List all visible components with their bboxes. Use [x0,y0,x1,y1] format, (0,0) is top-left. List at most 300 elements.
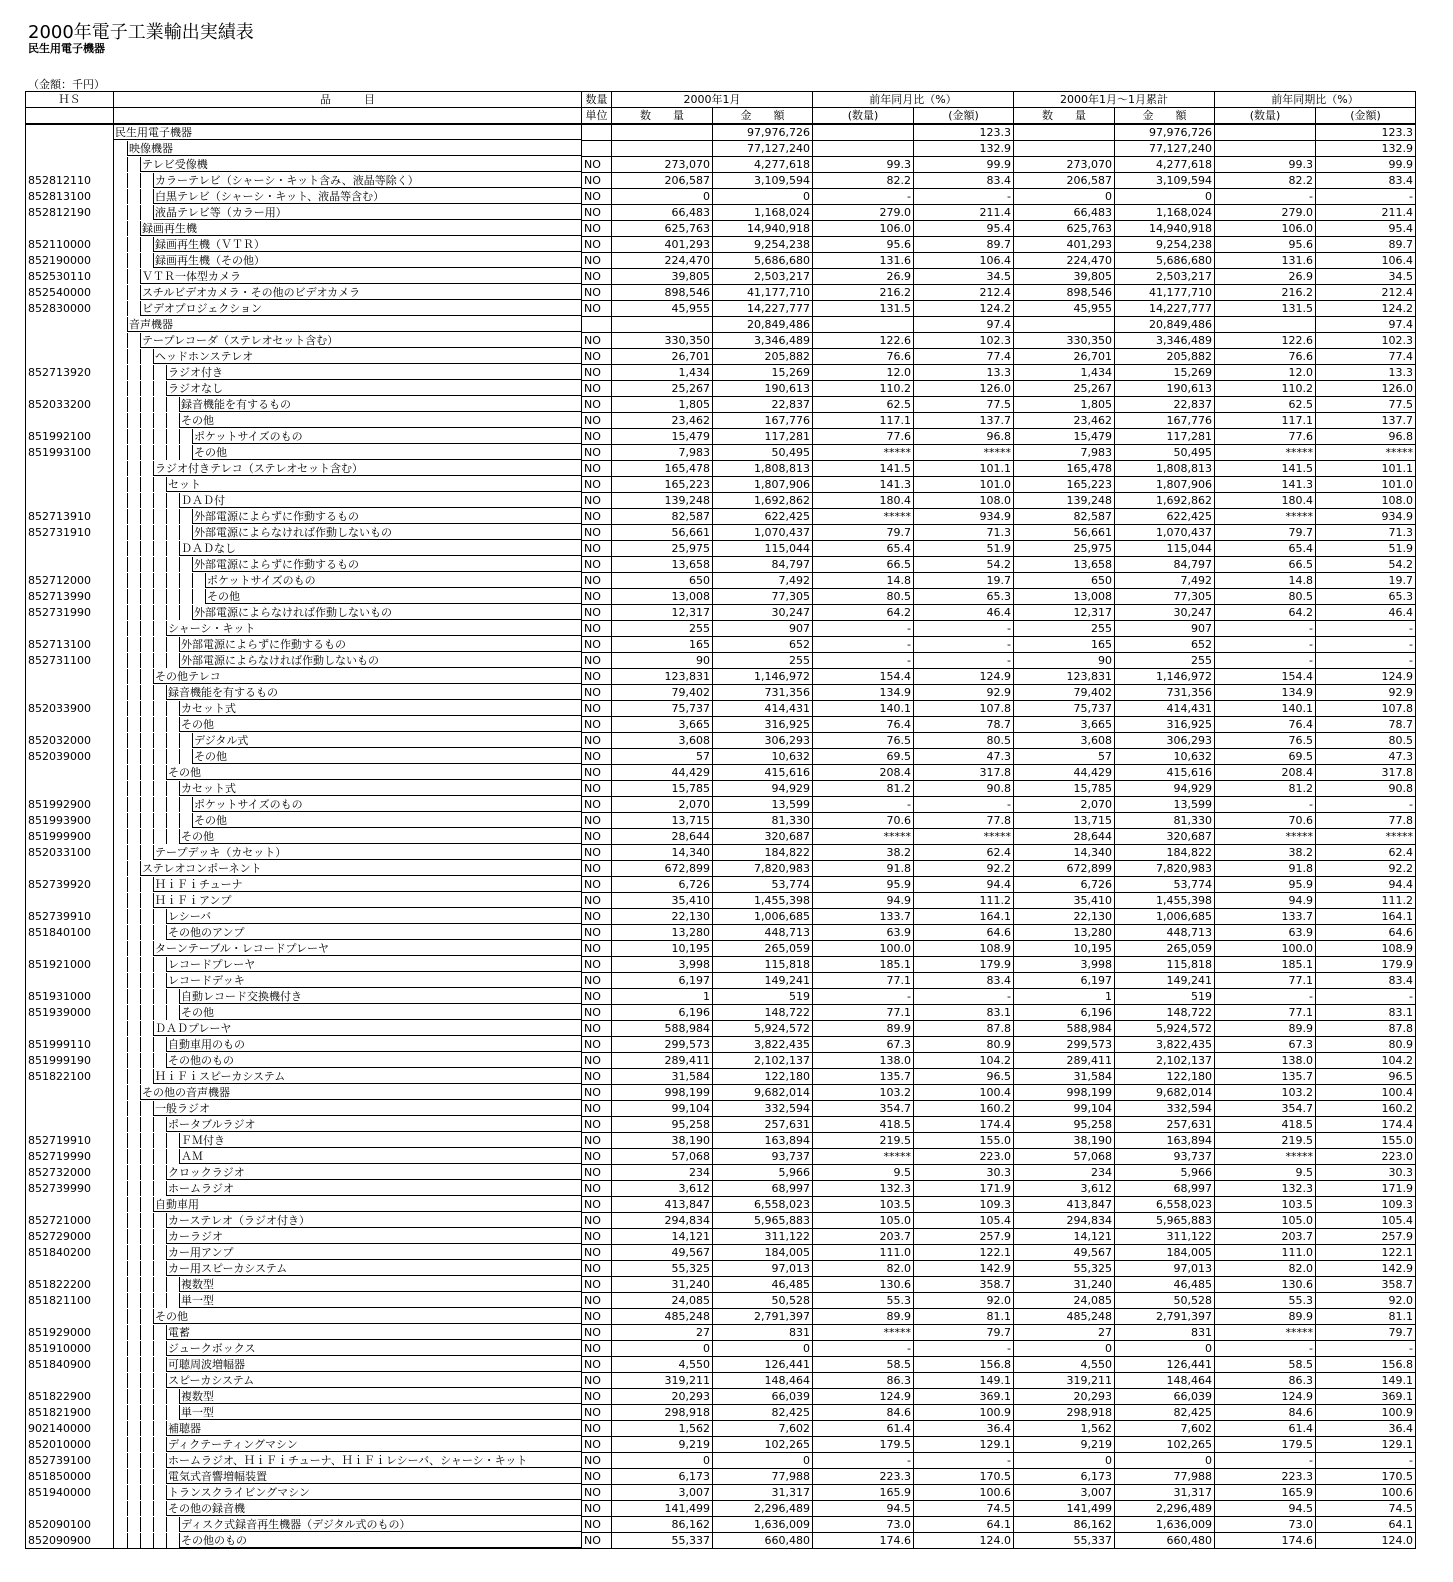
hs-code: 851992100 [26,429,114,445]
month-qty: 298,918 [612,1405,713,1421]
month-amount-pct: 174.4 [914,1117,1014,1133]
item-name: ＤＡＤ付 [179,493,581,508]
month-amount: 731,356 [713,685,813,701]
item-name: 外部電源によらずに作動するもの [192,557,581,572]
month-qty: 79,402 [612,685,713,701]
tree-guide [153,1453,166,1468]
cum-qty [1014,141,1115,157]
table-row [26,1469,1416,1485]
cum-qty-pct: 131.5 [1215,301,1316,317]
qty-unit: NO [582,1469,612,1485]
tree-guide [153,1037,166,1052]
month-amount: 4,277,618 [713,157,813,173]
item-cell [114,941,582,957]
cum-qty: 13,008 [1014,589,1115,605]
month-amount-pct: 122.1 [914,1245,1014,1261]
table-row [26,925,1416,941]
tree-guide [153,397,166,412]
cum-amount-pct: 105.4 [1316,1213,1416,1229]
table-row [26,124,1416,141]
qty-unit: NO [582,285,612,301]
hs-code [26,685,114,701]
qty-unit: NO [582,445,612,461]
month-amount-pct: 54.2 [914,557,1014,573]
tree-guide [140,1293,153,1308]
cum-qty: 15,479 [1014,429,1115,445]
tree-guide [114,541,127,556]
tree-guide [114,669,127,684]
item-name: ステレオコンポーネント [140,861,581,876]
month-qty-pct: 14.8 [813,573,914,589]
item-cell [114,1261,582,1277]
month-qty [612,141,713,157]
cum-qty-pct: 66.5 [1215,557,1316,573]
month-qty-pct: 100.0 [813,941,914,957]
tree-guide [114,893,127,908]
table-row [26,573,1416,589]
cum-amount-pct: 106.4 [1316,253,1416,269]
hs-code [26,349,114,365]
tree-guide [127,1389,140,1404]
cum-qty-pct: 203.7 [1215,1229,1316,1245]
month-amount-pct: 170.5 [914,1469,1014,1485]
cum-amount: 126,441 [1115,1357,1215,1373]
qty-unit: NO [582,1277,612,1293]
month-qty-pct: 95.9 [813,877,914,893]
tree-guide [153,1325,166,1340]
cum-qty-pct: 122.6 [1215,333,1316,349]
tree-guide [166,1149,179,1164]
month-amount-pct: 74.5 [914,1501,1014,1517]
item-name: カー用スピーカシステム [166,1261,581,1276]
cum-qty-pct: 61.4 [1215,1421,1316,1437]
month-qty [612,124,713,141]
cum-amount: 97,976,726 [1115,124,1215,141]
cum-qty: 31,240 [1014,1277,1115,1293]
table-row [26,1293,1416,1309]
cum-qty-pct: 91.8 [1215,861,1316,877]
table-row [26,701,1416,717]
month-qty: 224,470 [612,253,713,269]
month-qty-pct: 76.5 [813,733,914,749]
tree-guide [153,989,166,1004]
item-cell [114,1309,582,1325]
month-qty-pct: 165.9 [813,1485,914,1501]
cum-qty: 588,984 [1014,1021,1115,1037]
tree-guide [127,221,140,236]
cum-amount: 4,277,618 [1115,157,1215,173]
cum-qty-pct: 58.5 [1215,1357,1316,1373]
qty-unit: NO [582,1117,612,1133]
table-row [26,1037,1416,1053]
cum-amount-pct: 71.3 [1316,525,1416,541]
qty-unit [582,141,612,157]
item-cell [114,989,582,1005]
month-amount-pct: 100.4 [914,1085,1014,1101]
cum-qty-pct: 185.1 [1215,957,1316,973]
month-amount-pct: 89.7 [914,237,1014,253]
cum-qty: 298,918 [1014,1405,1115,1421]
month-amount-pct: 46.4 [914,605,1014,621]
month-amount: 907 [713,621,813,637]
cum-qty-pct: 82.0 [1215,1261,1316,1277]
tree-guide [127,493,140,508]
cum-qty: 165,478 [1014,461,1115,477]
tree-guide [114,1453,127,1468]
header-amount-pct: (金額) [1316,108,1416,125]
tree-guide [166,557,179,572]
tree-guide [140,1133,153,1148]
tree-guide [140,413,153,428]
cum-amount-pct: 90.8 [1316,781,1416,797]
cum-qty: 14,340 [1014,845,1115,861]
cum-qty: 255 [1014,621,1115,637]
tree-guide [140,637,153,652]
item-name: その他 [179,829,581,844]
tree-guide [166,637,179,652]
tree-guide [153,1117,166,1132]
cum-amount: 907 [1115,621,1215,637]
month-qty-pct: 131.6 [813,253,914,269]
cum-amount-pct: 95.4 [1316,221,1416,237]
month-amount: 1,807,906 [713,477,813,493]
month-amount-pct: 64.1 [914,1517,1014,1533]
cum-amount: 311,122 [1115,1229,1215,1245]
month-amount-pct: - [914,1341,1014,1357]
month-amount: 257,631 [713,1117,813,1133]
item-name: 外部電源によらなければ作動しないもの [179,653,581,668]
cum-amount: 94,929 [1115,781,1215,797]
month-qty-pct: ***** [813,1325,914,1341]
hs-code: 851822200 [26,1277,114,1293]
tree-guide [127,1181,140,1196]
cum-amount-pct: 51.9 [1316,541,1416,557]
table-row [26,301,1416,317]
month-qty-pct: 81.2 [813,781,914,797]
month-qty: 165,223 [612,477,713,493]
month-amount: 5,924,572 [713,1021,813,1037]
cum-amount-pct: 122.1 [1316,1245,1416,1261]
cum-amount: 731,356 [1115,685,1215,701]
item-cell [114,1149,582,1165]
item-name: その他 [205,589,581,604]
cum-amount-pct: 160.2 [1316,1101,1416,1117]
cum-amount-pct: 257.9 [1316,1229,1416,1245]
cum-qty: 625,763 [1014,221,1115,237]
tree-guide [166,1405,179,1420]
tree-guide [140,541,153,556]
item-name: カセット式 [179,701,581,716]
cum-amount-pct: 156.8 [1316,1357,1416,1373]
cum-amount: 1,006,685 [1115,909,1215,925]
month-qty: 1,434 [612,365,713,381]
tree-guide [140,845,153,860]
table-row [26,317,1416,333]
hs-code [26,621,114,637]
tree-guide [153,1501,166,1516]
tree-guide [153,413,166,428]
header-hs-blank [26,108,114,125]
cum-amount: 5,924,572 [1115,1021,1215,1037]
tree-guide [127,893,140,908]
hs-code: 852713990 [26,589,114,605]
cum-amount-pct: 34.5 [1316,269,1416,285]
cum-amount-pct: 179.9 [1316,957,1416,973]
month-qty-pct: ***** [813,1149,914,1165]
cum-qty-pct: 134.9 [1215,685,1316,701]
month-qty: 9,219 [612,1437,713,1453]
item-name: レシーバ [166,909,581,924]
item-cell [114,1213,582,1229]
month-amount-pct: 137.7 [914,413,1014,429]
cum-qty-pct: 89.9 [1215,1309,1316,1325]
cum-amount-pct: 74.5 [1316,1501,1416,1517]
cum-qty: 273,070 [1014,157,1115,173]
month-qty-pct: 110.2 [813,381,914,397]
item-cell [114,221,582,237]
header-amount-pct: (金額) [914,108,1014,125]
qty-unit: NO [582,1101,612,1117]
tree-guide [140,829,153,844]
hs-code: 851850000 [26,1469,114,1485]
tree-guide [140,1501,153,1516]
cum-amount-pct: 79.7 [1316,1325,1416,1341]
table-row [26,1085,1416,1101]
cum-qty-pct: 279.0 [1215,205,1316,221]
month-qty: 998,199 [612,1085,713,1101]
cum-amount: 14,940,918 [1115,221,1215,237]
cum-amount: 190,613 [1115,381,1215,397]
tree-guide [153,509,166,524]
month-amount: 1,168,024 [713,205,813,221]
tree-guide [153,1421,166,1436]
qty-unit: NO [582,1405,612,1421]
page-subtitle: 民生用電子機器 [28,42,105,55]
item-cell [114,893,582,909]
month-amount-pct: 19.7 [914,573,1014,589]
tree-guide [127,941,140,956]
cum-qty-pct: 12.0 [1215,365,1316,381]
cum-amount-pct: 123.3 [1316,124,1416,141]
cum-amount-pct: 81.1 [1316,1309,1416,1325]
tree-guide [127,637,140,652]
cum-amount: 66,039 [1115,1389,1215,1405]
hs-code: 851993900 [26,813,114,829]
month-amount: 163,894 [713,1133,813,1149]
tree-guide [114,717,127,732]
table-row [26,941,1416,957]
month-amount-pct: 101.0 [914,477,1014,493]
month-qty: 650 [612,573,713,589]
cum-qty: 9,219 [1014,1437,1115,1453]
cum-qty-pct: 77.6 [1215,429,1316,445]
cum-qty-pct: 141.3 [1215,477,1316,493]
hs-code: 852739990 [26,1181,114,1197]
month-qty-pct: - [813,989,914,1005]
table-row [26,1181,1416,1197]
month-qty-pct: - [813,637,914,653]
month-qty-pct: 132.3 [813,1181,914,1197]
cum-amount: 117,281 [1115,429,1215,445]
cum-amount-pct: 64.6 [1316,925,1416,941]
cum-qty: 3,665 [1014,717,1115,733]
cum-qty-pct: 131.6 [1215,253,1316,269]
cum-qty: 14,121 [1014,1229,1115,1245]
tree-guide [114,205,127,220]
item-name: カセット式 [179,781,581,796]
hs-code: 902140000 [26,1421,114,1437]
cum-qty-pct: 165.9 [1215,1485,1316,1501]
qty-unit: NO [582,717,612,733]
cum-amount: 2,296,489 [1115,1501,1215,1517]
hs-code [26,941,114,957]
month-qty: 141,499 [612,1501,713,1517]
cum-amount: 22,837 [1115,397,1215,413]
cum-qty [1014,124,1115,141]
table-row [26,781,1416,797]
tree-guide [114,701,127,716]
tree-guide [166,797,179,812]
tree-guide [140,669,153,684]
table-row [26,1213,1416,1229]
tree-guide [166,829,179,844]
item-name: その他テレコ [153,669,581,684]
cum-qty: 44,429 [1014,765,1115,781]
hs-code: 852010000 [26,1437,114,1453]
item-name: 録音機能を有するもの [179,397,581,412]
item-cell [114,1501,582,1517]
qty-unit: NO [582,381,612,397]
hs-code: 851840100 [26,925,114,941]
cum-amount: 265,059 [1115,941,1215,957]
qty-unit: NO [582,877,612,893]
cum-qty-pct: 84.6 [1215,1405,1316,1421]
hs-code: 852731100 [26,653,114,669]
item-name: トランスクライビングマシン [166,1485,581,1500]
cum-amount: 1,808,813 [1115,461,1215,477]
page-title: 2000年電子工業輸出実績表 [28,22,254,43]
item-cell [114,925,582,941]
tree-guide [127,1309,140,1324]
tree-guide [166,445,179,460]
tree-guide [140,765,153,780]
month-amount: 167,776 [713,413,813,429]
tree-guide [127,925,140,940]
month-qty-pct: 79.7 [813,525,914,541]
header-row-1 [26,92,1416,108]
tree-guide [153,429,166,444]
table-row [26,413,1416,429]
cum-qty: 165,223 [1014,477,1115,493]
cum-qty-pct: 216.2 [1215,285,1316,301]
item-name: その他の音声機器 [140,1085,581,1100]
month-amount-pct: 62.4 [914,845,1014,861]
cum-amount-pct: 64.1 [1316,1517,1416,1533]
hs-code [26,1261,114,1277]
export-table [25,91,1416,1549]
month-qty-pct: 180.4 [813,493,914,509]
hs-code [26,861,114,877]
item-cell [114,253,582,269]
month-qty: 57,068 [612,1149,713,1165]
hs-code [26,333,114,349]
cum-amount: 7,602 [1115,1421,1215,1437]
table-row [26,1517,1416,1533]
item-cell [114,669,582,685]
tree-guide [140,1229,153,1244]
tree-guide [127,301,140,316]
cum-qty: 15,785 [1014,781,1115,797]
month-qty: 44,429 [612,765,713,781]
qty-unit: NO [582,1133,612,1149]
cum-qty: 3,007 [1014,1485,1115,1501]
table-row [26,973,1416,989]
item-cell [114,653,582,669]
tree-guide [114,941,127,956]
tree-guide [127,1005,140,1020]
table-row [26,637,1416,653]
item-name: ＨｉＦｉチューナ [153,877,581,892]
tree-guide [114,1357,127,1372]
item-name: 単一型 [179,1405,581,1420]
tree-guide [153,1181,166,1196]
month-qty: 13,658 [612,557,713,573]
table-row [26,861,1416,877]
month-amount: 14,940,918 [713,221,813,237]
item-name: 単一型 [179,1293,581,1308]
tree-guide [166,701,179,716]
month-qty-pct: 89.9 [813,1021,914,1037]
cum-qty-pct: 94.5 [1215,1501,1316,1517]
tree-guide [127,349,140,364]
hs-code [26,1309,114,1325]
month-amount-pct: 77.4 [914,349,1014,365]
cum-qty-pct: 55.3 [1215,1293,1316,1309]
cum-qty-pct: 354.7 [1215,1101,1316,1117]
item-cell [114,1245,582,1261]
month-amount-pct: 179.9 [914,957,1014,973]
qty-unit: NO [582,973,612,989]
table-row [26,909,1416,925]
tree-guide [127,1213,140,1228]
month-qty: 86,162 [612,1517,713,1533]
tree-guide [114,1229,127,1244]
month-amount: 831 [713,1325,813,1341]
tree-guide [153,717,166,732]
tree-guide [153,605,166,620]
cum-qty: 39,805 [1014,269,1115,285]
cum-amount: 46,485 [1115,1277,1215,1293]
hs-code: 852033100 [26,845,114,861]
table-row [26,429,1416,445]
table-row [26,749,1416,765]
cum-amount-pct: 155.0 [1316,1133,1416,1149]
cum-amount-pct: 369.1 [1316,1389,1416,1405]
hs-code [26,221,114,237]
hs-code [26,781,114,797]
tree-guide [140,1421,153,1436]
table-row [26,285,1416,301]
cum-qty: 23,462 [1014,413,1115,429]
cum-amount-pct: 89.7 [1316,237,1416,253]
qty-unit: NO [582,1437,612,1453]
hs-code: 851999190 [26,1053,114,1069]
tree-guide [114,1517,127,1532]
cum-amount: 184,005 [1115,1245,1215,1261]
month-amount: 115,818 [713,957,813,973]
tree-guide [114,1085,127,1100]
table-row [26,237,1416,253]
